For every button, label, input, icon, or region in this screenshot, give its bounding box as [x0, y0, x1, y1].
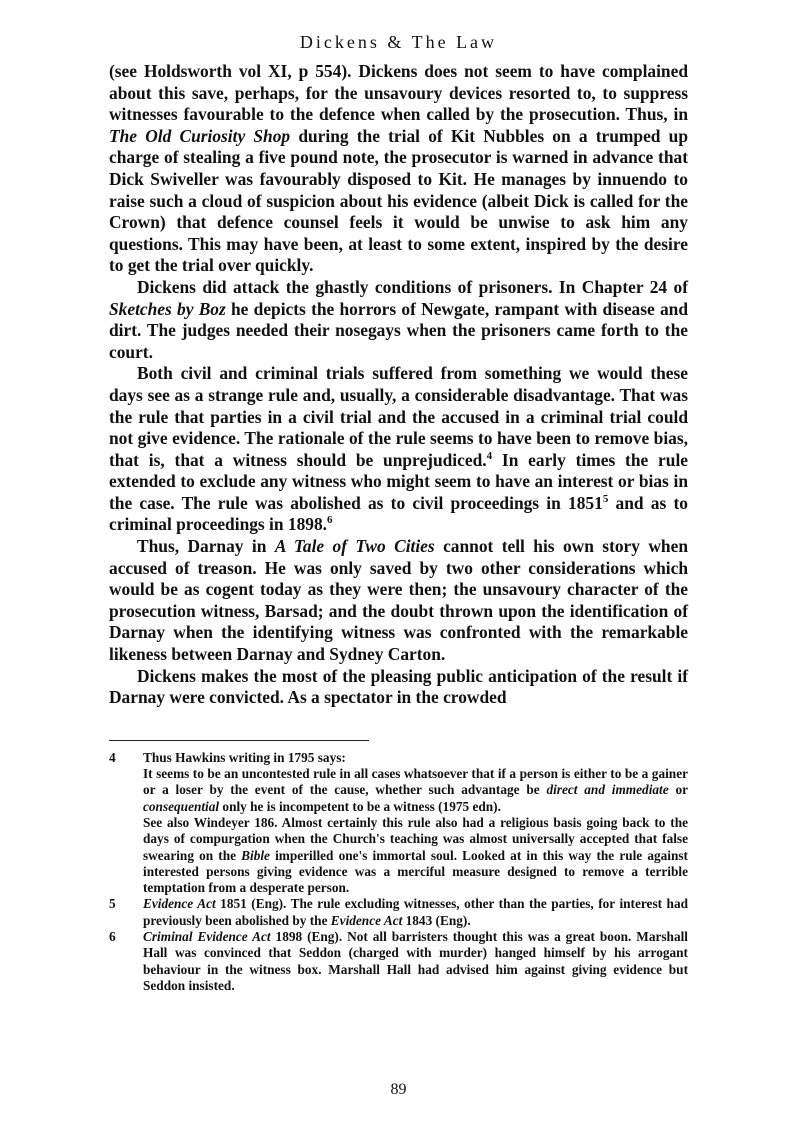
running-head: Dickens & The Law: [299, 32, 498, 52]
book-page: [109, 0, 688, 1098]
footnote-number: 4: [109, 749, 116, 765]
footnotes: [109, 750, 688, 994]
text-span: he depicts the horrors of Newgate, rampant with disease and dirt. The judges needed their nosegays when the prisoners came forth to the court.: [109, 298, 688, 362]
page-number: 89: [390, 1081, 407, 1098]
footnote-body: [143, 896, 688, 929]
text-span: In early times the rule extended to exclude any witness who might seem to have an interest or bias in the case. The rule was abolished as to civil proceedings in 1851: [109, 449, 688, 513]
text-span: It seems to be an uncontested rule in all cases whatsoever that if a person is either to be a gainer or a loser by the event of the cause, whether such advantage be: [143, 766, 688, 798]
text-span: See also Windeyer 186. Almost certainly this rule also had a religious basis going back to the days of compurgation when the Church's teaching was almost universally accepted that false swearing on the: [143, 815, 688, 863]
body-text: [109, 61, 688, 709]
text-span: (see Holdsworth vol XI, p 554). Dickens does not seem to have complained about this save, perhaps, for the unsavoury devices resorted to, to suppress witnesses favourable to the defence when called by the prosecution. Thus, in: [109, 61, 688, 125]
text-span: Dickens did attack the ghastly conditions of prisoners. In Chapter 24 of: [137, 276, 688, 297]
text-span: cannot tell his own story when accused of treason. He was only saved by two other considerations which would be as cogent today as they were then; the unsavoury character of the prosecution witness, Barsad; and the doubt thrown upon the identification of Darnay when the identifying witness was confronted with the remarkable likeness between Darnay and Sydney Carton.: [109, 536, 688, 665]
footnote-ref: 5: [602, 493, 609, 506]
text-span: Dickens makes the most of the pleasing public anticipation of the result if Darnay were convicted. As a spectator in the crowded: [109, 665, 688, 708]
footnote-body: [143, 929, 688, 994]
book-title-sketches-by-boz: Sketches by Boz: [109, 298, 226, 319]
text-span: Evidence Act: [143, 896, 216, 912]
paragraph-1: [109, 61, 688, 277]
text-span: Thus, Darnay in: [137, 536, 275, 557]
text-span: and as to criminal proceedings in 1898.: [109, 492, 688, 535]
footnote: [109, 750, 688, 897]
book-title-old-curiosity-shop: The Old Curiosity Shop: [109, 125, 291, 146]
footnote: [109, 929, 688, 994]
footnote-number: 5: [109, 896, 116, 912]
paragraph-2: [109, 277, 688, 363]
footnote-body: [143, 750, 688, 897]
footnote-ref: 4: [486, 449, 493, 462]
text-span: during the trial of Kit Nubbles on a trumped up charge of stealing a five pound note, the prosecutor is warned in advance that Dick Swiveller was favourably disposed to Kit. He manages by innuendo to raise such a cloud of suspicion about his evidence (albeit Dick is called for the Crown) that defence counsel feels it would be unwise to ask him any questions. This may have been, at least to some extent, inspired by the desire to get the trial over quickly.: [109, 125, 688, 276]
text-span: 1851 (Eng). The rule excluding witnesses, other than the parties, for interest had previously been abolished by the: [143, 896, 688, 928]
footnote: [109, 896, 688, 929]
footnote-quote: [143, 766, 688, 815]
footnote-ref: 6: [327, 514, 333, 527]
book-title-tale-of-two-cities: A Tale of Two Cities: [274, 536, 435, 557]
footnote-continuation: [143, 815, 688, 896]
text-span: consequential: [143, 798, 220, 814]
text-span: Both civil and criminal trials suffered from something we would these days see as a strange rule and, usually, a considerable disadvantage. That was the rule that parties in a civil trial and the accused in a criminal trial could not give evidence. The rationale of the rule seems to have been to remove bias, that is, that a witness should be unprejudiced.: [109, 363, 688, 470]
text-span: 1898 (Eng). Not all barristers thought this was a great boon. Marshall Hall was convinced that Seddon (charged with murder) hanged himself by his arrogant behaviour in the witness box. Marshall Hall had advised him against giving evidence but Seddon insisted.: [143, 929, 688, 993]
text-span: imperilled one's immortal soul. Looked at in this way the rule against interested persons giving evidence was a merciful measure designed to remove a terrible temptation from a desperate person.: [143, 847, 688, 896]
paragraph-4: [109, 536, 688, 666]
footnote-divider: [109, 740, 369, 741]
paragraph-3: [109, 363, 688, 536]
text-span: Criminal Evidence Act: [143, 929, 271, 945]
paragraph-5: [109, 666, 688, 709]
footnote-number: 6: [109, 929, 116, 945]
text-span: 1843 (Eng).: [402, 912, 471, 928]
text-span: direct and immediate: [546, 782, 669, 798]
text-span: Evidence Act: [330, 912, 403, 928]
footnote-intro: Thus Hawkins writing in 1795 says:: [143, 749, 346, 765]
text-span: or: [668, 782, 688, 798]
text-span: Bible: [241, 847, 270, 863]
text-span: only he is incompetent to be a witness (1975 edn).: [219, 798, 501, 814]
